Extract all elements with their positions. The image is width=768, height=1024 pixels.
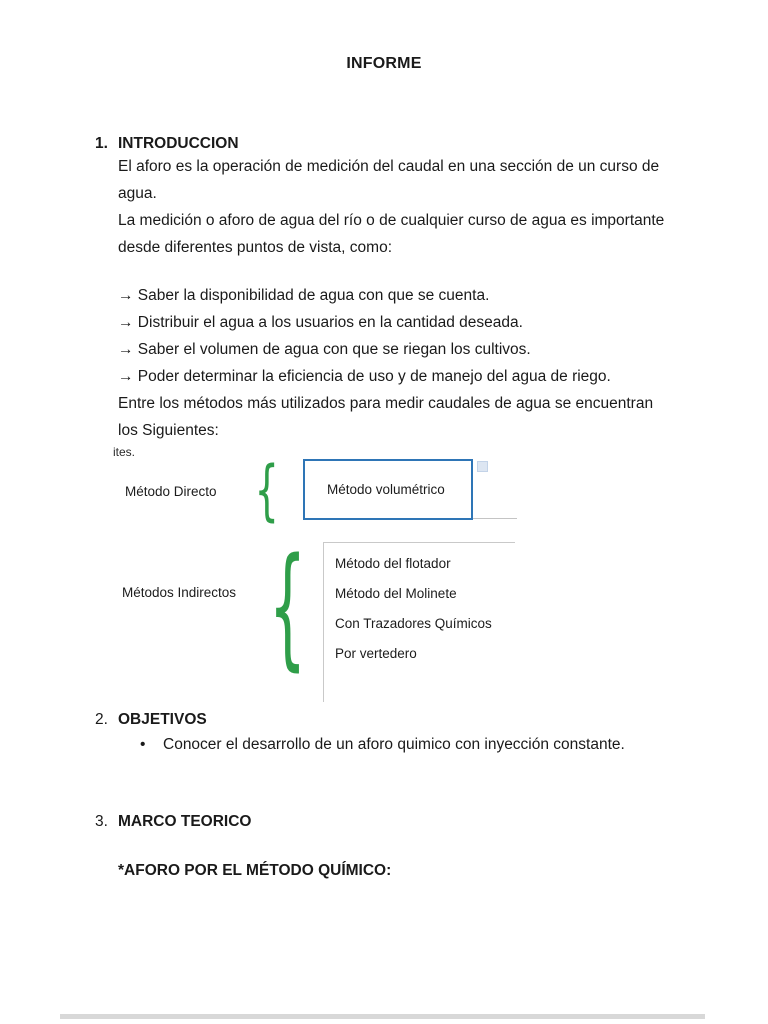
section-2-heading	[95, 706, 207, 733]
arrow-item: → Saber la disponibilidad de agua con que se cuenta.	[118, 287, 490, 304]
selection-handle	[477, 461, 488, 472]
diagram-direct-label: Método Directo	[125, 484, 217, 499]
objetivos-bullet	[140, 734, 710, 755]
diagram-cropped-text: ites.	[113, 445, 136, 459]
curly-brace-glyph: {	[269, 528, 307, 684]
volumetric-method-box	[303, 459, 473, 520]
bullet-marker: •	[140, 736, 146, 753]
page-title: INFORME	[346, 55, 422, 72]
arrow-item: → Poder determinar la eficiencia de uso y de manejo del agua de riego.	[118, 368, 611, 385]
brace-large	[262, 528, 314, 684]
intro-paragraph-2: La medición o aforo de agua del río o de cualquier curso de agua es importante desde diferentes puntos de vista, como:	[118, 212, 665, 256]
intro-paragraph-3: Entre los métodos más utilizados para medir caudales de agua se encuentran los Siguientes:	[118, 395, 654, 439]
section-2-title: OBJETIVOS	[118, 711, 207, 728]
page-break-line	[60, 1014, 705, 1019]
section-1-number: 1.	[95, 135, 108, 152]
volumetric-method-label: Método volumétrico	[327, 481, 445, 497]
arrow-list	[118, 282, 718, 390]
brace-small	[248, 450, 286, 529]
section-3-title: MARCO TEORICO	[118, 813, 252, 830]
indirect-method-item: Método del flotador	[335, 556, 451, 571]
indirect-method-item: Método del Molinete	[335, 586, 457, 601]
section-3-number: 3.	[95, 813, 108, 830]
indirect-method-item: Con Trazadores Químicos	[335, 616, 492, 631]
curly-brace-glyph: {	[254, 450, 280, 529]
marco-subheading: *AFORO POR EL MÉTODO QUÍMICO:	[118, 862, 392, 879]
arrow-item: → Distribuir el agua a los usuarios en la cantidad deseada.	[118, 314, 523, 331]
objetivos-bullet-text: Conocer el desarrollo de un aforo quimico con inyección constante.	[163, 736, 625, 753]
indirect-method-item: Por vertedero	[335, 646, 417, 661]
diagram-indirect-label: Métodos Indirectos	[122, 585, 237, 600]
section-1-title: INTRODUCCION	[118, 135, 239, 152]
section-2-number: 2.	[95, 711, 108, 728]
frame-line	[473, 518, 517, 519]
indirect-methods-list	[335, 549, 492, 669]
intro-paragraph-1: El aforo es la operación de medición del caudal en una sección de un curso de agua.	[118, 158, 660, 202]
arrow-item: → Saber el volumen de agua con que se riegan los cultivos.	[118, 341, 531, 358]
section-3-heading	[95, 808, 251, 835]
